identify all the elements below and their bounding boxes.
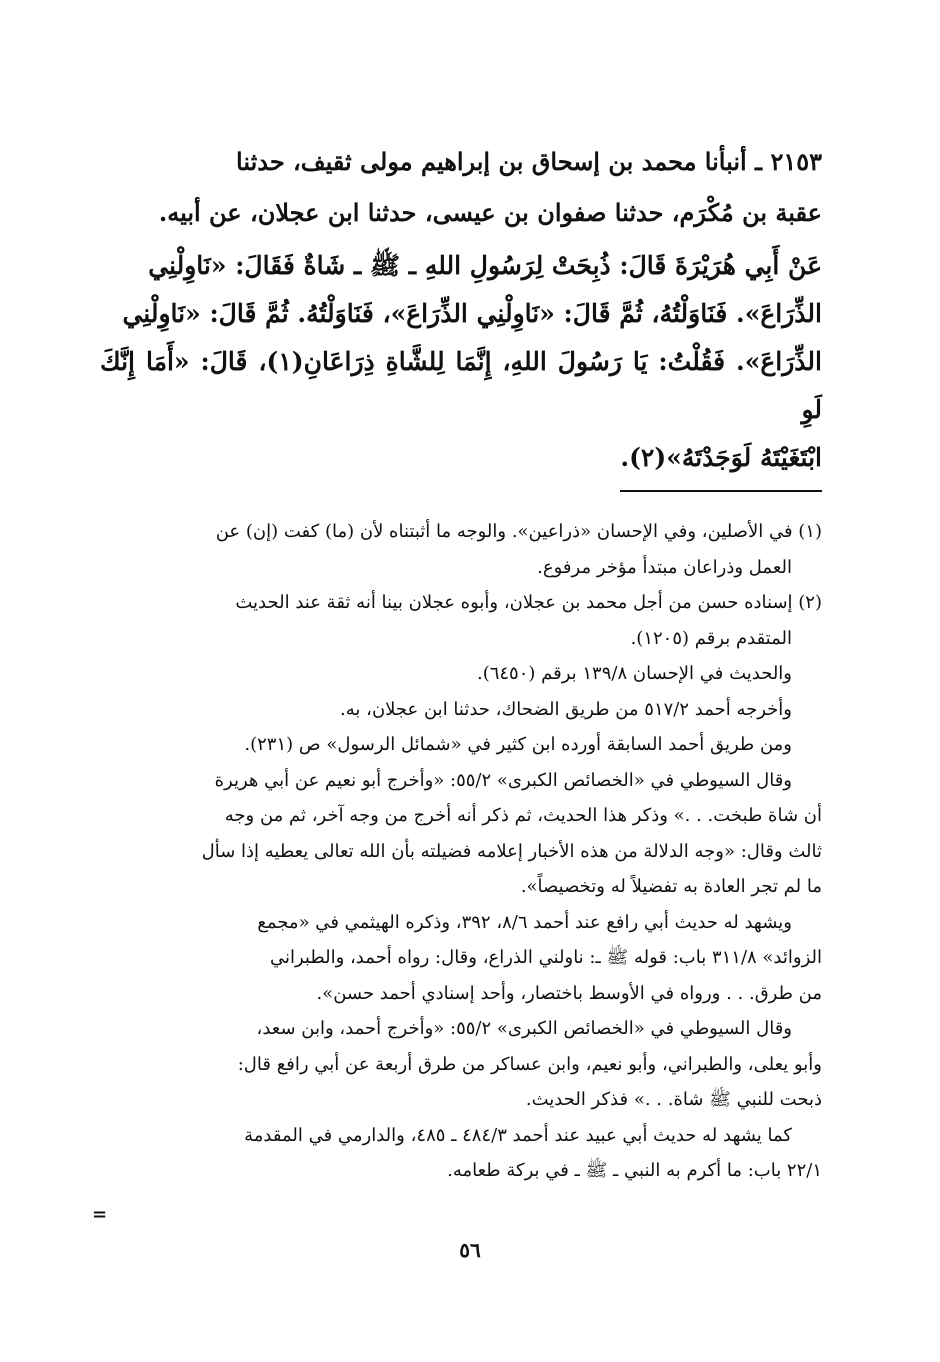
paragraph-2-line-1: وأخرجه أحمد ٥١٧/٢ من طريق الضحاك، حدثنا ابن عجلان، به. <box>340 698 792 720</box>
footnotes-section <box>100 514 822 1189</box>
paragraph-5-line-3: من طرق. . . ورواه في الأوسط باختصار، وأحد إسنادي أحمد حسن». <box>316 982 822 1004</box>
hadith-text-line-3: الذِّرَاعَ». فَقُلْتُ: يَا رَسُولَ اللهِ، إِنَّمَا لِلشَّاةِ ذِرَاعَانِ(١)، قَالَ: «أَمَا إِنَّكَ لَوِ <box>100 347 822 424</box>
paragraph-4-line-1: وقال السيوطي في «الخصائص الكبرى» ٥٥/٢: «وأخرج أبو نعيم عن أبي هريرة <box>214 769 792 791</box>
page-number: ٥٦ <box>459 1238 481 1262</box>
paragraph-4-line-2: أن شاة طبخت. . .» وذكر هذا الحديث، ثم ذكر أنه أخرج من وجه آخر، ثم من وجه <box>224 805 822 826</box>
paragraph-3-line-1: ومن طريق أحمد السابقة أورده ابن كثير في «شمائل الرسول» ص (٢٣١). <box>244 734 792 755</box>
hadith-chain-line-1: ٢١٥٣ ـ أنبأنا محمد بن إسحاق بن إبراهيم مولى ثقيف، حدثنا <box>236 147 822 176</box>
footnote-1-line-1: (١) في الأصلين، وفي الإحسان «ذراعين». والوجه ما أثبتناه لأن (ما) كفت (إن) عن <box>215 521 822 542</box>
hadith-text-line-4: ابْتَغَيْتَهُ لَوَجَدْتَهُ»(٢). <box>620 443 822 472</box>
paragraph-6-line-1: وقال السيوطي في «الخصائص الكبرى» ٥٥/٢: «وأخرج أحمد، وابن سعد، <box>256 1018 792 1039</box>
footnote-2-line-1: (٢) إسناده حسن من أجل محمد بن عجلان، وأبوه عجلان بينا أنه ثقة عند الحديث <box>235 592 822 613</box>
paragraph-7-line-1: كما يشهد له حديث أبي عبيد عند أحمد ٤٨٤/٣ ـ ٤٨٥، والدارمي في المقدمة <box>244 1124 792 1146</box>
paragraph-4-line-3: ثالث وقال: «وجه الدلالة من هذه الأخبار إعلامه فضيلته بأن الله تعالى يعطيه إذا سأل <box>201 840 822 862</box>
paragraph-5-line-1: ويشهد له حديث أبي رافع عند أحمد ٨/٦، ٣٩٢، وذكره الهيثمي في «مجمع <box>257 911 792 933</box>
paragraph-5-line-2: الزوائد» ٣١١/٨ باب: قوله ﷺ ـ: ناولني الذراع، وقال: رواه أحمد، والطبراني <box>269 947 822 968</box>
paragraph-7-line-2: ٢٢/١ باب: ما أكرم به النبي ـ ﷺ ـ في بركة طعامه. <box>447 1160 822 1181</box>
paragraph-1-line-1: والحديث في الإحسان ١٣٩/٨ برقم (٦٤٥٠). <box>476 663 792 684</box>
footnote-1-line-2: العمل وذراعان مبتدأ مؤخر مرفوع. <box>537 556 792 578</box>
paragraph-4-line-4: ما لم تجر العادة به تفضيلاً له وتخصيصاً». <box>520 876 822 897</box>
hadith-chain-line-2: عقبة بن مُكْرَم، حدثنا صفوان بن عيسى، حدثنا ابن عجلان، عن أبيه. <box>158 198 822 227</box>
hadith-text-line-1: عَنْ أَبِي هُرَيْرَةَ قَالَ: ذُبِحَتْ لِرَسُولِ اللهِ ـ ﷺ ـ شَاةٌ فَقَالَ: «نَاوِلْنِي <box>148 251 822 280</box>
hadith-text-line-2: الذِّرَاعَ». فَنَاوَلْتُهُ، ثُمَّ قَالَ: «نَاوِلْنِي الذِّرَاعَ»، فَنَاوَلْتُهُ. ثُمَّ قَالَ: «نَاوِلْنِي <box>122 299 822 328</box>
footnote-divider <box>620 490 822 492</box>
continuation-mark: = <box>92 1204 108 1225</box>
paragraph-6-line-3: ذبحت للنبي ﷺ شاة. . .» فذكر الحديث. <box>525 1089 822 1110</box>
footnote-2-line-2: المتقدم برقم (١٢٠٥). <box>630 627 792 649</box>
paragraph-6-line-2: وأبو يعلى، والطبراني، وأبو نعيم، وابن عساكر من طرق أربعة عن أبي رافع قال: <box>237 1053 822 1075</box>
main-text <box>100 136 822 482</box>
